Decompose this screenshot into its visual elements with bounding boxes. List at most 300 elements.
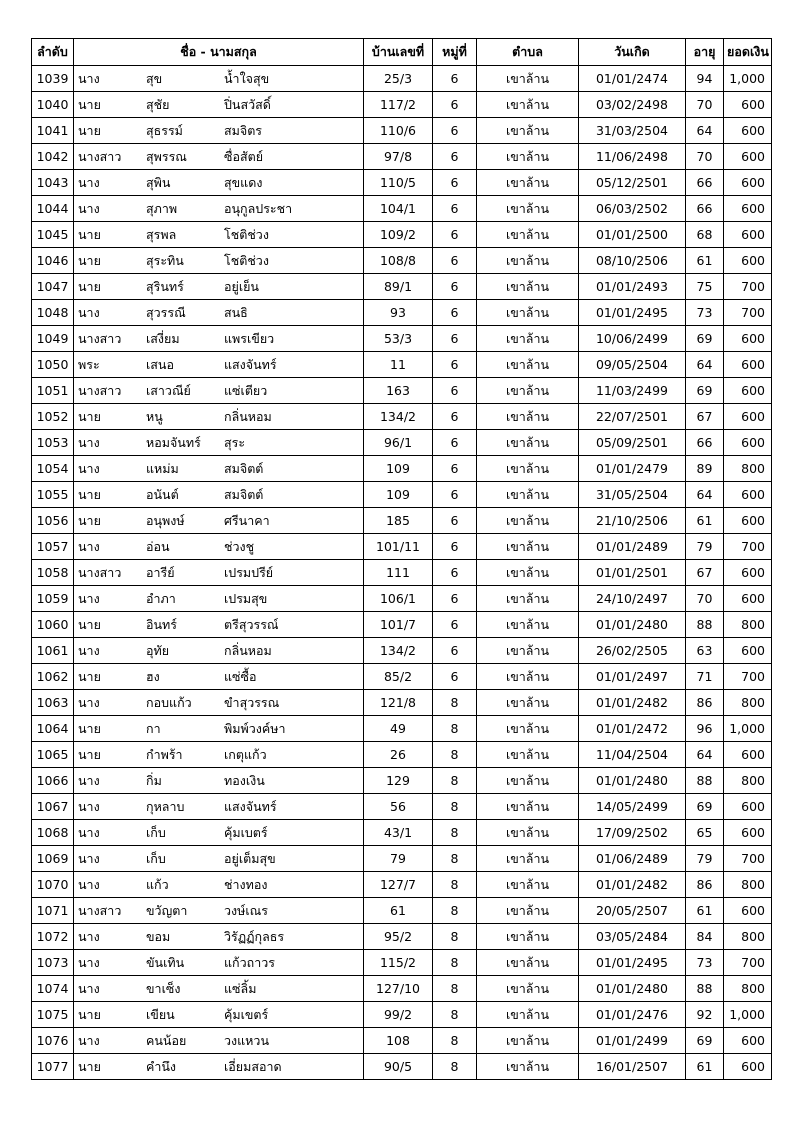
- cell-amount: 1,000: [724, 66, 772, 92]
- cell-name: [74, 430, 364, 456]
- cell-no: 1064: [32, 716, 74, 742]
- cell-no: 1040: [32, 92, 74, 118]
- cell-age: 67: [686, 404, 724, 430]
- cell-no: 1054: [32, 456, 74, 482]
- cell-moo: 8: [433, 1028, 477, 1054]
- table-row: [32, 326, 772, 352]
- cell-birth: 16/01/2507: [579, 1054, 686, 1080]
- cell-name: [74, 92, 364, 118]
- cell-tambon: เขาล้าน: [477, 664, 579, 690]
- name-title: นาง: [78, 460, 100, 476]
- cell-moo: 6: [433, 638, 477, 664]
- cell-tambon: เขาล้าน: [477, 586, 579, 612]
- cell-tambon: เขาล้าน: [477, 456, 579, 482]
- cell-birth: 01/06/2489: [579, 846, 686, 872]
- table-row: [32, 196, 772, 222]
- table-row: [32, 872, 772, 898]
- cell-no: 1050: [32, 352, 74, 378]
- last-name: ช่วงชู: [224, 538, 255, 554]
- cell-name: [74, 534, 364, 560]
- cell-tambon: เขาล้าน: [477, 716, 579, 742]
- cell-name: [74, 1002, 364, 1028]
- cell-birth: 11/04/2504: [579, 742, 686, 768]
- cell-no: 1053: [32, 430, 74, 456]
- cell-house: 111: [364, 560, 433, 586]
- cell-house: 134/2: [364, 638, 433, 664]
- cell-name: [74, 638, 364, 664]
- cell-tambon: เขาล้าน: [477, 560, 579, 586]
- cell-tambon: เขาล้าน: [477, 924, 579, 950]
- cell-age: 64: [686, 118, 724, 144]
- cell-age: 92: [686, 1002, 724, 1028]
- cell-name: [74, 274, 364, 300]
- cell-tambon: เขาล้าน: [477, 378, 579, 404]
- cell-name: [74, 222, 364, 248]
- cell-house: 108: [364, 1028, 433, 1054]
- cell-moo: 6: [433, 404, 477, 430]
- cell-moo: 8: [433, 1054, 477, 1080]
- first-name: กิ่ม: [146, 772, 162, 788]
- last-name: กลิ่นหอม: [224, 642, 272, 658]
- name-title: นาง: [78, 538, 100, 554]
- name-title: นางสาว: [78, 564, 122, 580]
- cell-moo: 8: [433, 716, 477, 742]
- cell-house: 95/2: [364, 924, 433, 950]
- cell-amount: 600: [724, 742, 772, 768]
- first-name: สุรินทร์: [146, 278, 184, 294]
- cell-house: 49: [364, 716, 433, 742]
- cell-moo: 6: [433, 92, 477, 118]
- header-name: ชื่อ - นามสกุล: [74, 39, 364, 66]
- name-title: นาย: [78, 720, 101, 736]
- table-row: [32, 950, 772, 976]
- header-tambon: ตำบล: [477, 39, 579, 66]
- cell-name: [74, 898, 364, 924]
- table-row: [32, 352, 772, 378]
- cell-moo: 8: [433, 976, 477, 1002]
- first-name: อำภา: [146, 590, 176, 606]
- table-body: [32, 66, 772, 1080]
- name-title: นาย: [78, 1058, 101, 1074]
- cell-name: [74, 300, 364, 326]
- cell-tambon: เขาล้าน: [477, 950, 579, 976]
- cell-house: 121/8: [364, 690, 433, 716]
- cell-age: 67: [686, 560, 724, 586]
- last-name: โชติช่วง: [224, 252, 269, 268]
- cell-birth: 01/01/2493: [579, 274, 686, 300]
- cell-tambon: เขาล้าน: [477, 1002, 579, 1028]
- table-row: [32, 482, 772, 508]
- name-title: นาย: [78, 746, 101, 762]
- cell-name: [74, 976, 364, 1002]
- cell-moo: 6: [433, 612, 477, 638]
- cell-birth: 01/01/2495: [579, 300, 686, 326]
- name-title: นาง: [78, 980, 100, 996]
- cell-age: 88: [686, 768, 724, 794]
- cell-name: [74, 66, 364, 92]
- cell-amount: 700: [724, 950, 772, 976]
- cell-moo: 6: [433, 430, 477, 456]
- first-name: เก็บ: [146, 850, 166, 866]
- cell-birth: 01/01/2500: [579, 222, 686, 248]
- cell-house: 53/3: [364, 326, 433, 352]
- cell-tambon: เขาล้าน: [477, 508, 579, 534]
- cell-tambon: เขาล้าน: [477, 768, 579, 794]
- cell-no: 1067: [32, 794, 74, 820]
- table-row: [32, 404, 772, 430]
- name-title: นาย: [78, 1006, 101, 1022]
- cell-birth: 21/10/2506: [579, 508, 686, 534]
- cell-no: 1077: [32, 1054, 74, 1080]
- cell-moo: 6: [433, 482, 477, 508]
- table-row: [32, 378, 772, 404]
- cell-name: [74, 482, 364, 508]
- cell-tambon: เขาล้าน: [477, 170, 579, 196]
- cell-tambon: เขาล้าน: [477, 898, 579, 924]
- cell-moo: 8: [433, 768, 477, 794]
- document-page: [31, 38, 772, 1080]
- cell-no: 1063: [32, 690, 74, 716]
- table-row: [32, 794, 772, 820]
- cell-no: 1074: [32, 976, 74, 1002]
- cell-tambon: เขาล้าน: [477, 92, 579, 118]
- cell-age: 64: [686, 352, 724, 378]
- cell-house: 61: [364, 898, 433, 924]
- cell-moo: 8: [433, 846, 477, 872]
- cell-age: 61: [686, 508, 724, 534]
- cell-house: 56: [364, 794, 433, 820]
- cell-name: [74, 950, 364, 976]
- cell-birth: 05/09/2501: [579, 430, 686, 456]
- cell-no: 1071: [32, 898, 74, 924]
- cell-moo: 6: [433, 144, 477, 170]
- cell-no: 1062: [32, 664, 74, 690]
- last-name: พิมพ์วงค์ษา: [224, 720, 286, 736]
- cell-name: [74, 326, 364, 352]
- cell-name: [74, 404, 364, 430]
- cell-amount: 800: [724, 690, 772, 716]
- cell-no: 1073: [32, 950, 74, 976]
- cell-age: 73: [686, 950, 724, 976]
- cell-tambon: เขาล้าน: [477, 976, 579, 1002]
- table-row: [32, 586, 772, 612]
- last-name: โชติช่วง: [224, 226, 269, 242]
- last-name: สมจิตร: [224, 122, 263, 138]
- cell-moo: 8: [433, 794, 477, 820]
- cell-birth: 08/10/2506: [579, 248, 686, 274]
- cell-name: [74, 144, 364, 170]
- cell-no: 1055: [32, 482, 74, 508]
- name-title: นางสาว: [78, 330, 122, 346]
- last-name: ปิ่นสวัสดิ์: [224, 96, 271, 112]
- cell-house: 106/1: [364, 586, 433, 612]
- cell-amount: 600: [724, 196, 772, 222]
- cell-age: 73: [686, 300, 724, 326]
- table-row: [32, 534, 772, 560]
- last-name: ตรีสุวรรณ์: [224, 616, 279, 632]
- first-name: สุพรรณ: [146, 148, 187, 164]
- cell-no: 1068: [32, 820, 74, 846]
- cell-house: 115/2: [364, 950, 433, 976]
- cell-age: 70: [686, 586, 724, 612]
- cell-amount: 800: [724, 456, 772, 482]
- cell-amount: 700: [724, 300, 772, 326]
- cell-amount: 600: [724, 144, 772, 170]
- cell-amount: 800: [724, 976, 772, 1002]
- table-row: [32, 248, 772, 274]
- cell-name: [74, 820, 364, 846]
- cell-no: 1047: [32, 274, 74, 300]
- cell-amount: 600: [724, 430, 772, 456]
- first-name: เขียน: [146, 1006, 175, 1022]
- cell-name: [74, 1054, 364, 1080]
- cell-birth: 24/10/2497: [579, 586, 686, 612]
- last-name: แซ่ลิ้ม: [224, 980, 257, 996]
- first-name: อ่อน: [146, 538, 170, 554]
- cell-birth: 14/05/2499: [579, 794, 686, 820]
- cell-age: 84: [686, 924, 724, 950]
- cell-amount: 600: [724, 482, 772, 508]
- cell-moo: 6: [433, 586, 477, 612]
- name-title: นางสาว: [78, 902, 122, 918]
- cell-no: 1058: [32, 560, 74, 586]
- cell-tambon: เขาล้าน: [477, 638, 579, 664]
- cell-birth: 03/02/2498: [579, 92, 686, 118]
- cell-amount: 600: [724, 586, 772, 612]
- name-title: นาย: [78, 252, 101, 268]
- cell-age: 66: [686, 196, 724, 222]
- cell-house: 93: [364, 300, 433, 326]
- cell-no: 1048: [32, 300, 74, 326]
- cell-birth: 01/01/2482: [579, 872, 686, 898]
- cell-age: 69: [686, 1028, 724, 1054]
- cell-name: [74, 768, 364, 794]
- last-name: วงษ์เณร: [224, 902, 268, 918]
- cell-age: 79: [686, 846, 724, 872]
- cell-amount: 700: [724, 664, 772, 690]
- cell-age: 68: [686, 222, 724, 248]
- cell-moo: 6: [433, 196, 477, 222]
- last-name: ขำสุวรรณ: [224, 694, 280, 710]
- cell-birth: 01/01/2479: [579, 456, 686, 482]
- first-name: ขันเทิน: [146, 954, 185, 970]
- cell-birth: 09/05/2504: [579, 352, 686, 378]
- first-name: สุวรรณี: [146, 304, 186, 320]
- first-name: สุธรรม์: [146, 122, 183, 138]
- first-name: ฮง: [146, 668, 160, 684]
- cell-no: 1039: [32, 66, 74, 92]
- last-name: อยู่เย็น: [224, 278, 259, 294]
- cell-age: 79: [686, 534, 724, 560]
- cell-no: 1041: [32, 118, 74, 144]
- name-title: นาง: [78, 1032, 100, 1048]
- cell-age: 61: [686, 248, 724, 274]
- cell-age: 69: [686, 794, 724, 820]
- cell-birth: 01/01/2497: [579, 664, 686, 690]
- cell-name: [74, 924, 364, 950]
- name-title: นางสาว: [78, 148, 122, 164]
- cell-moo: 6: [433, 456, 477, 482]
- cell-moo: 6: [433, 170, 477, 196]
- cell-birth: 01/01/2499: [579, 1028, 686, 1054]
- cell-tambon: เขาล้าน: [477, 300, 579, 326]
- cell-moo: 6: [433, 352, 477, 378]
- cell-tambon: เขาล้าน: [477, 1054, 579, 1080]
- cell-moo: 6: [433, 274, 477, 300]
- name-title: นาง: [78, 876, 100, 892]
- table-row: [32, 66, 772, 92]
- cell-no: 1072: [32, 924, 74, 950]
- name-title: นางสาว: [78, 382, 122, 398]
- first-name: เสาวณีย์: [146, 382, 191, 398]
- cell-age: 94: [686, 66, 724, 92]
- name-title: นาง: [78, 694, 100, 710]
- cell-amount: 800: [724, 768, 772, 794]
- table-row: [32, 976, 772, 1002]
- cell-tambon: เขาล้าน: [477, 1028, 579, 1054]
- first-name: เก็บ: [146, 824, 166, 840]
- cell-age: 86: [686, 872, 724, 898]
- cell-house: 85/2: [364, 664, 433, 690]
- first-name: เสนอ: [146, 356, 174, 372]
- cell-name: [74, 352, 364, 378]
- first-name: สุรพล: [146, 226, 177, 242]
- first-name: สุระทิน: [146, 252, 184, 268]
- cell-amount: 600: [724, 92, 772, 118]
- header-amount: ยอดเงิน: [724, 39, 772, 66]
- cell-house: 79: [364, 846, 433, 872]
- cell-tambon: เขาล้าน: [477, 482, 579, 508]
- cell-tambon: เขาล้าน: [477, 144, 579, 170]
- name-title: นาย: [78, 668, 101, 684]
- cell-moo: 6: [433, 66, 477, 92]
- cell-no: 1042: [32, 144, 74, 170]
- first-name: หนู: [146, 408, 163, 424]
- cell-birth: 01/01/2495: [579, 950, 686, 976]
- cell-house: 127/7: [364, 872, 433, 898]
- last-name: อยู่เต็มสุข: [224, 850, 276, 866]
- name-title: นาง: [78, 304, 100, 320]
- first-name: แก้ว: [146, 876, 169, 892]
- cell-house: 129: [364, 768, 433, 794]
- cell-amount: 800: [724, 924, 772, 950]
- cell-tambon: เขาล้าน: [477, 248, 579, 274]
- cell-moo: 6: [433, 300, 477, 326]
- cell-birth: 01/01/2501: [579, 560, 686, 586]
- cell-tambon: เขาล้าน: [477, 222, 579, 248]
- cell-amount: 600: [724, 898, 772, 924]
- first-name: อนุพงษ์: [146, 512, 185, 528]
- name-title: นาง: [78, 70, 100, 86]
- first-name: เสงี่ยม: [146, 330, 180, 346]
- cell-tambon: เขาล้าน: [477, 118, 579, 144]
- cell-amount: 800: [724, 612, 772, 638]
- cell-tambon: เขาล้าน: [477, 274, 579, 300]
- cell-birth: 22/07/2501: [579, 404, 686, 430]
- last-name: กลิ่นหอม: [224, 408, 272, 424]
- cell-amount: 600: [724, 794, 772, 820]
- table-row: [32, 508, 772, 534]
- cell-tambon: เขาล้าน: [477, 690, 579, 716]
- cell-moo: 6: [433, 664, 477, 690]
- cell-no: 1075: [32, 1002, 74, 1028]
- cell-birth: 11/06/2498: [579, 144, 686, 170]
- name-title: พระ: [78, 356, 100, 372]
- cell-name: [74, 846, 364, 872]
- first-name: กา: [146, 720, 161, 736]
- cell-age: 66: [686, 170, 724, 196]
- cell-no: 1057: [32, 534, 74, 560]
- cell-age: 65: [686, 820, 724, 846]
- cell-name: [74, 118, 364, 144]
- cell-birth: 10/06/2499: [579, 326, 686, 352]
- cell-age: 75: [686, 274, 724, 300]
- cell-age: 64: [686, 482, 724, 508]
- table-row: [32, 612, 772, 638]
- first-name: สุพิน: [146, 174, 171, 190]
- table-row: [32, 1002, 772, 1028]
- first-name: อารีย์: [146, 564, 175, 580]
- cell-house: 117/2: [364, 92, 433, 118]
- table-row: [32, 144, 772, 170]
- table-row: [32, 1054, 772, 1080]
- cell-house: 101/11: [364, 534, 433, 560]
- cell-amount: 700: [724, 534, 772, 560]
- table-row: [32, 742, 772, 768]
- cell-tambon: เขาล้าน: [477, 872, 579, 898]
- cell-amount: 1,000: [724, 1002, 772, 1028]
- cell-moo: 6: [433, 248, 477, 274]
- cell-house: 109: [364, 482, 433, 508]
- last-name: แซ่เตียว: [224, 382, 268, 398]
- cell-tambon: เขาล้าน: [477, 352, 579, 378]
- name-title: นาย: [78, 278, 101, 294]
- table-row: [32, 430, 772, 456]
- cell-amount: 700: [724, 846, 772, 872]
- cell-house: 11: [364, 352, 433, 378]
- cell-age: 69: [686, 326, 724, 352]
- cell-house: 127/10: [364, 976, 433, 1002]
- cell-house: 185: [364, 508, 433, 534]
- cell-amount: 600: [724, 248, 772, 274]
- last-name: สุขแดง: [224, 174, 263, 190]
- cell-house: 25/3: [364, 66, 433, 92]
- cell-moo: 8: [433, 898, 477, 924]
- name-title: นาย: [78, 226, 101, 242]
- cell-name: [74, 872, 364, 898]
- first-name: สุชัย: [146, 96, 170, 112]
- cell-amount: 600: [724, 378, 772, 404]
- last-name: แซ่ซื้อ: [224, 668, 257, 684]
- cell-no: 1046: [32, 248, 74, 274]
- cell-name: [74, 170, 364, 196]
- cell-amount: 600: [724, 352, 772, 378]
- last-name: เกตุแก้ว: [224, 746, 267, 762]
- cell-name: [74, 378, 364, 404]
- header-moo: หมู่ที่: [433, 39, 477, 66]
- cell-tambon: เขาล้าน: [477, 534, 579, 560]
- cell-birth: 31/05/2504: [579, 482, 686, 508]
- cell-age: 88: [686, 612, 724, 638]
- cell-amount: 600: [724, 1028, 772, 1054]
- cell-no: 1069: [32, 846, 74, 872]
- cell-name: [74, 248, 364, 274]
- last-name: คุ้มเขตร์: [224, 1006, 269, 1022]
- cell-age: 96: [686, 716, 724, 742]
- cell-amount: 600: [724, 508, 772, 534]
- last-name: วงแหวน: [224, 1032, 269, 1048]
- table-row: [32, 300, 772, 326]
